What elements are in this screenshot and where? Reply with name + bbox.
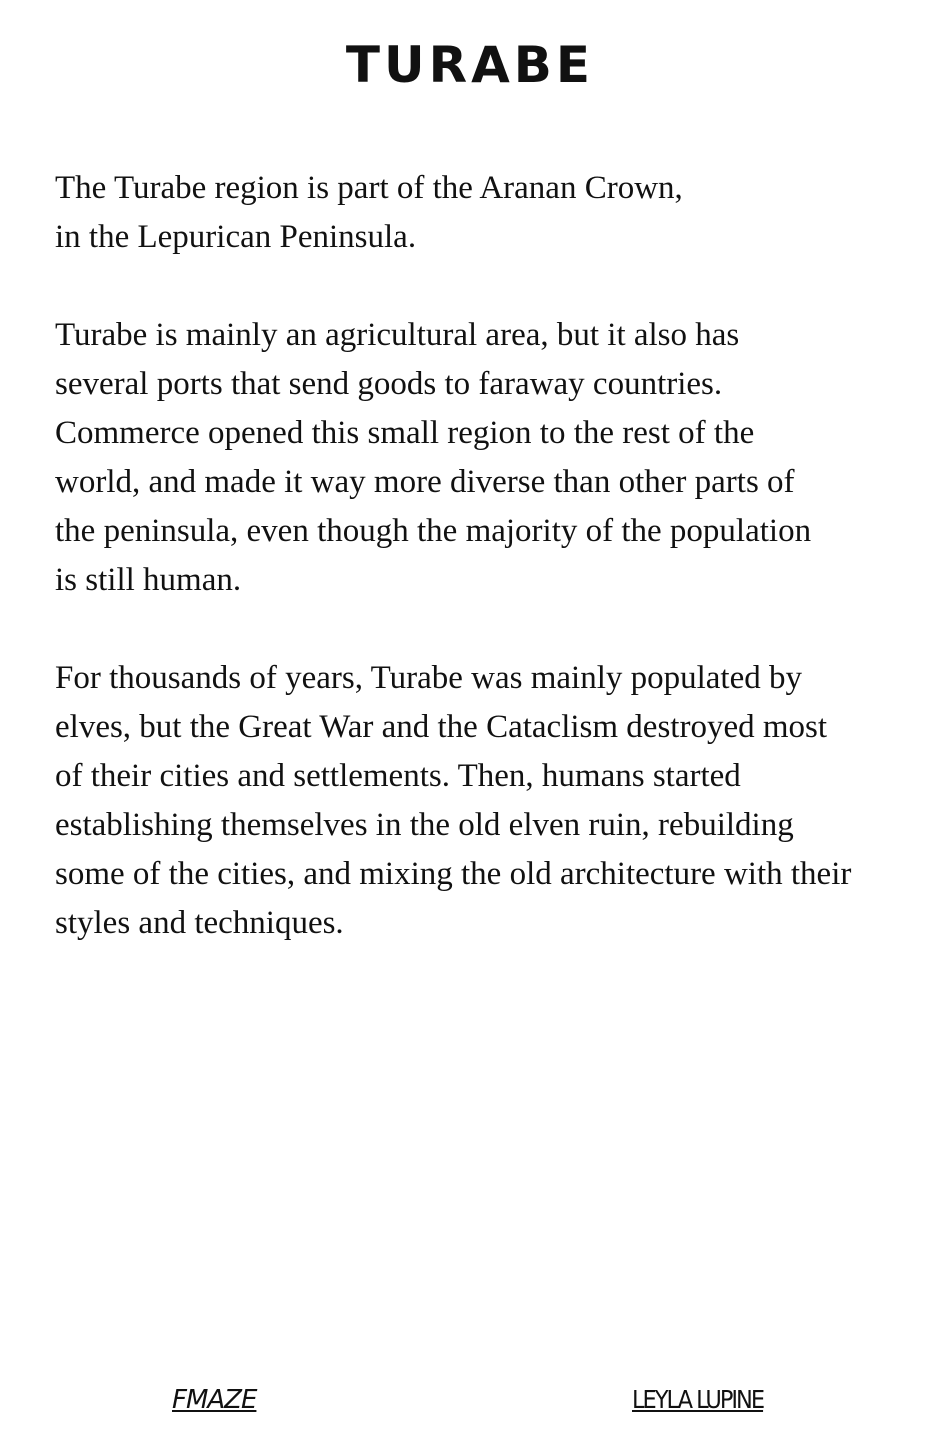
text-line: several ports that send goods to faraway countries. [55, 366, 723, 402]
text-line: in the Lepurican Peninsula. [55, 219, 417, 255]
signature-left [172, 1385, 256, 1415]
text-line: is still human. [55, 562, 242, 598]
text-line: styles and techniques. [55, 905, 344, 941]
text-line: The Turabe region is part of the Aranan Crown, [55, 170, 683, 206]
text-line: For thousands of years, Turabe was mainly populated by [55, 660, 802, 696]
signature-left-text: FMAZE [172, 1385, 257, 1415]
text-line: of their cities and settlements. Then, humans started [55, 758, 741, 794]
text-line: Commerce opened this small region to the rest of the [55, 415, 755, 451]
paragraph-economy [55, 311, 915, 605]
text-line: establishing themselves in the old elven ruin, rebuilding [55, 807, 794, 843]
paragraph-intro [55, 164, 915, 262]
body-text [55, 164, 915, 997]
text-line: Turabe is mainly an agricultural area, but it also has [55, 317, 740, 353]
text-line: some of the cities, and mixing the old architecture with their [55, 856, 852, 892]
text-line: elves, but the Great War and the Cataclism destroyed most [55, 709, 828, 745]
signature-right-text: LEYLA LUPINE [632, 1385, 764, 1414]
text-line: world, and made it way more diverse than other parts of [55, 464, 795, 500]
page-title: TURABE [345, 36, 595, 94]
paragraph-history [55, 654, 915, 948]
signature-right [632, 1385, 763, 1414]
text-line: the peninsula, even though the majority of the population [55, 513, 812, 549]
